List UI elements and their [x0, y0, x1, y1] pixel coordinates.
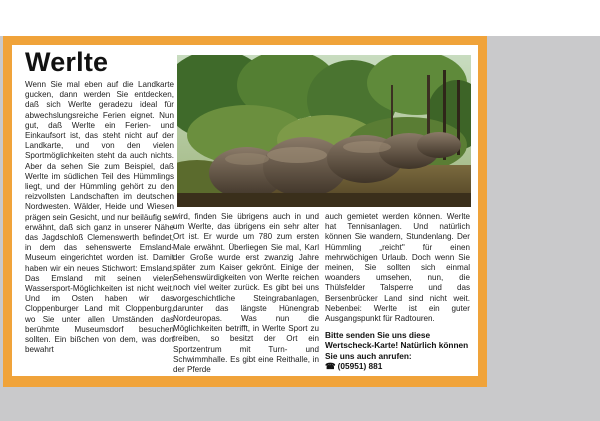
offer-block: [325, 330, 475, 372]
offer-text: Bitte senden Sie uns diese Wertscheck-Karte! Natürlich können Sie uns auch anrufen:: [325, 330, 469, 361]
hunengrab-photo: [177, 55, 471, 207]
phone-number: ☎ (05951) 881: [325, 361, 383, 372]
text-column-3: auch gemietet werden können. Werlte hat Tennisanlagen. Und natürlich können Sie wandern, Stundenlang. Der Hümmling „reicht" für einen mehrwöchigen Urlaub. Doch wenn Sie meinen, Sie sollten sich einmal woanders umsehen, nun, die Thülsfelder Talsperre und das Bersenbrücker Land sind nicht weit. Nebenbei: Werlte ist ein guter Ausgangspunkt für Radtouren.: [325, 212, 470, 324]
card-title: Werlte: [25, 47, 109, 77]
text-column-2: wird, finden Sie übrigens auch in und um Werlte, das übrigens ein sehr alter Ort ist. Er wurde um 780 zum ersten Male erwähnt. Überliegen Sie mal, Karl der Große wurde erst zwanzig Jahre später zum Kaiser gekrönt. Einige der Sehenswürdigkeiten von Werlte reichen noch viel weiter zurück. Es gibt bei uns vorgeschichtliche Steingrabanlagen, darunter das längste Hünengrab Nordeuropas. Was nun die Möglichkeiten betrifft, in Werlte Sport zu treiben, so besitzt der Ort ein Sportzentrum mit Turn- und Schwimmhalle. Es gibt eine Reithalle, in der Pferde: [173, 212, 319, 375]
postcard: [12, 45, 478, 376]
text-column-1: Wenn Sie mal eben auf die Landkarte gucken, dann werden Sie entdecken, daß sich Werlte geradezu ideal für abwechslungsreiche Ferien eignet. Nun gut, daß Werlte ein Ferien- und Einkaufsort ist, das steht nicht auf der Landkarte, und von den vielen Sportmöglichkeiten steht da auch nichts. Aber da sehen Sie zum Beispiel, daß Werlte im südlichen Teil des Hümmlings liegt, und der Hümmling gehört zu den reizvollsten Landschaften im deutschen Nordwesten. Wälder, Heide und Wiesen prägen sein Gesicht, und nur beiläufig sei erwähnt, daß sich ganz in unserer Nähe das Jagdschloß Clemenswerth befindet, in dem das sehenswerte Emsland-Museum eingerichtet worden ist. Damit haben wir ein neues Stichwort: Emsland. Das Emsland mit seinen vielen Wassersport-Möglichkeiten ist nicht weit. Und im Osten haben wir das Cloppenburger Land mit Cloppenburg, wo Sie unter allen Umständen das berühmte Museumsdorf besuchen sollten. Ein bißchen von dem, was dort bewahrt: [25, 80, 174, 355]
top-white-band: [0, 0, 600, 36]
